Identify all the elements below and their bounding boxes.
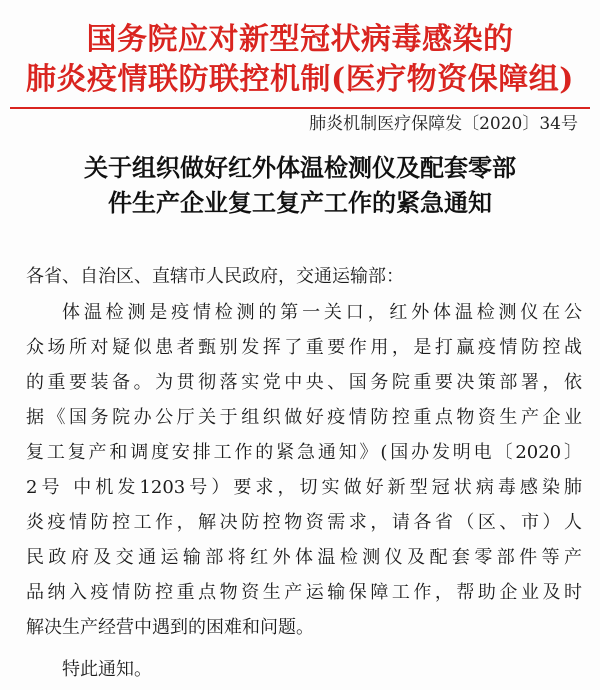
body-line: 品纳入疫情防控重点物资生产运输保障工作，帮助企业及时 [26, 582, 582, 603]
body-line: 2号 中机发1203号）要求，切实做好新型冠状病毒感染肺 [26, 477, 582, 498]
body-line: 体温检测是疫情检测的第一关口，红外体温检测仪在公 [62, 302, 582, 323]
body-line: 民政府及交通运输部将红外体温检测仪及配套零部件等产 [26, 547, 582, 568]
issuing-organization-line-2: 肺炎疫情联防联控机制(医疗物资保障组) [26, 62, 574, 97]
body-line: 众场所对疑似患者甄别发挥了重要作用，是打赢疫情防控战 [26, 337, 582, 358]
salutation: 各省、自治区、直辖市人民政府，交通运输部： [26, 266, 404, 287]
closing-remark: 特此通知。 [62, 659, 152, 680]
body-line: 解决生产经营中遇到的困难和问题。 [26, 617, 314, 638]
document-title-line-1: 关于组织做好红外体温检测仪及配套零部 [84, 154, 516, 182]
body-line: 据《国务院办公厅关于组织做好疫情防控重点物资生产企业 [26, 407, 582, 428]
body-line: 的重要装备。为贯彻落实党中央、国务院重要决策部署，依 [26, 372, 582, 393]
document-number: 肺炎机制医疗保障发〔2020〕34号 [309, 114, 578, 134]
body-line: 炎疫情防控工作，解决防控物资需求，请各省（区、市）人 [26, 512, 582, 533]
body-line: 复工复产和调度安排工作的紧急通知》(国办发明电〔2020〕 [26, 442, 582, 463]
document-title-line-2: 件生产企业复工复产工作的紧急通知 [108, 189, 492, 217]
red-divider-rule [10, 107, 590, 109]
issuing-organization-line-1: 国务院应对新型冠状病毒感染的 [86, 22, 514, 57]
